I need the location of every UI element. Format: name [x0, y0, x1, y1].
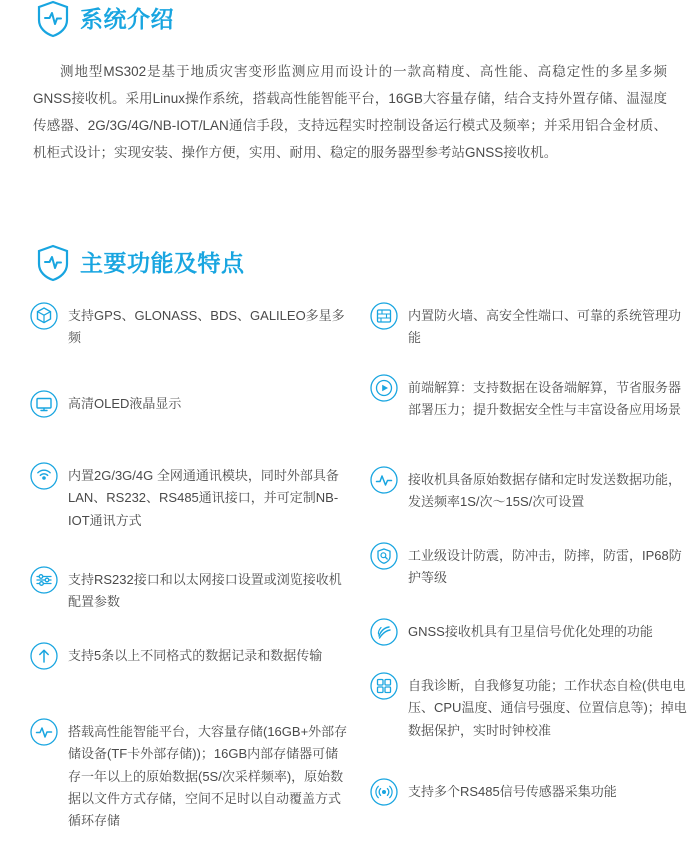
shield-check-icon: [370, 542, 398, 570]
wifi-signal-icon: [30, 462, 58, 490]
upload-arrow-icon: [30, 642, 58, 670]
list-item-label: 前端解算：支持数据在设备端解算，节省服务器部署压力；提升数据安全性与丰富设备应用场景: [408, 380, 682, 418]
grid-circuit-icon: [370, 672, 398, 700]
section-header-intro: [0, 0, 697, 38]
list-item-label: 支持5条以上不同格式的数据记录和数据传输: [68, 648, 323, 663]
list-item-label: 工业级设计防震，防冲击，防摔，防雷，IP68防护等级: [408, 548, 682, 586]
list-item: [370, 780, 688, 806]
list-item-label: 接收机具备原始数据存储和定时发送数据功能，发送频率1S/次～15S/次可设置: [408, 472, 682, 510]
signal-wave-icon: [370, 618, 398, 646]
list-item: [30, 392, 348, 418]
list-item: [370, 468, 688, 514]
list-item: [30, 644, 348, 670]
list-item-label: 搭载高性能智能平台，大容量存储(16GB+外部存储设备(TF卡外部存储))；16GB内部存储器可储存一年以上的原始数据(5S/次采样频率)，原始数据以文件方式存储，空间不足时以自动覆盖方式循环存储: [68, 724, 348, 829]
list-item-label: 支持RS232接口和以太网接口设置或浏览接收机配置参数: [68, 572, 342, 610]
satellite-box-icon: [30, 302, 58, 330]
list-item: [370, 376, 688, 422]
list-item-label: GNSS接收机具有卫星信号优化处理的功能: [408, 624, 653, 639]
section-header-features: [0, 244, 697, 282]
list-item: [370, 674, 688, 742]
monitor-icon: [30, 390, 58, 418]
sensor-icon: [370, 778, 398, 806]
shield-icon: [36, 244, 70, 282]
play-circle-icon: [370, 374, 398, 402]
list-item: [370, 544, 688, 590]
list-item-label: 高清OLED液晶显示: [68, 396, 182, 411]
list-item-label: 支持多个RS485信号传感器采集功能: [408, 784, 617, 799]
list-item: [30, 720, 348, 833]
firewall-icon: [370, 302, 398, 330]
intro-paragraph: 测地型MS302是基于地质灾害变形监测应用而设计的一款高精度、高性能、高稳定性的多星多频GNSS接收机。采用Linux操作系统，搭载高性能智能平台，16GB大容量存储，结合支持外置存储、温湿度传感器、2G/3G/4G/NB-IOT/LAN通信手段，支持远程实时控制设备运行模式及频率；并采用铝合金材质、机柜式设计；实现安装、操作方便，实用、耐用、稳定的服务器型参考站GNSS接收机。: [33, 64, 667, 160]
list-item: [30, 304, 348, 350]
list-item-label: 自我诊断，自我修复功能；工作状态自检(供电电压、CPU温度、通信号强度、位置信息等)；掉电数据保护，实时时钟校准: [408, 678, 687, 738]
list-item: [370, 620, 688, 646]
list-item-label: 内置2G/3G/4G 全网通通讯模块，同时外部具备LAN、RS232、RS485通讯接口，并可定制NB-IOT通讯方式: [68, 468, 339, 528]
list-item-label: 支持GPS、GLONASS、BDS、GALILEO多星多频: [68, 308, 345, 346]
list-item: [370, 304, 688, 350]
wave-circle-icon: [370, 466, 398, 494]
pulse-icon: [30, 718, 58, 746]
shield-icon: [36, 0, 70, 38]
page-title: 系统介绍: [80, 5, 174, 32]
list-item: [30, 568, 348, 614]
sliders-icon: [30, 566, 58, 594]
list-item: [30, 464, 348, 532]
features-title: 主要功能及特点: [80, 249, 245, 276]
list-item-label: 内置防火墙、高安全性端口、可靠的系统管理功能: [408, 308, 682, 346]
